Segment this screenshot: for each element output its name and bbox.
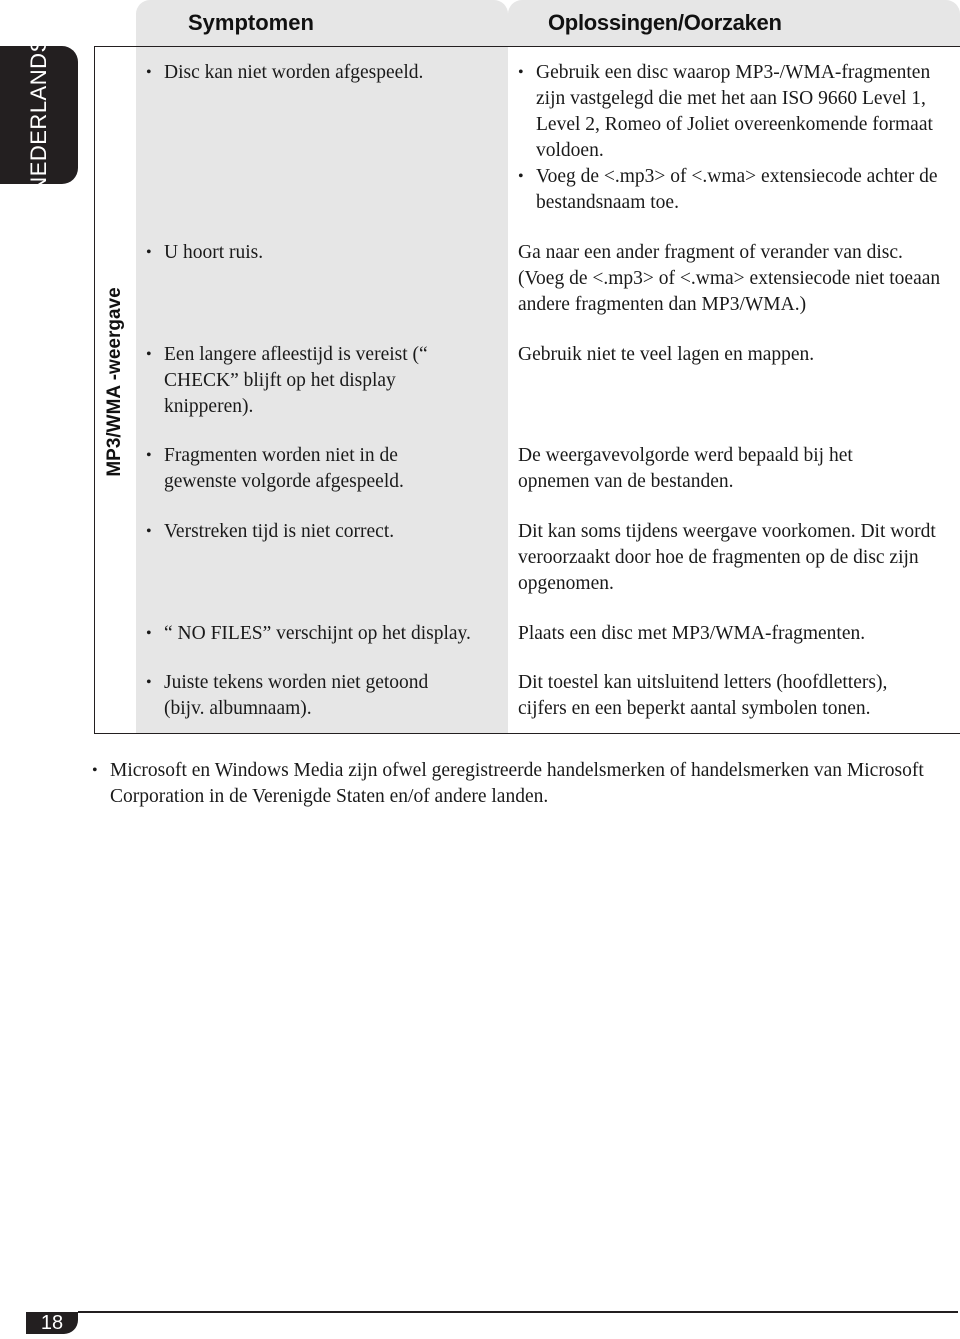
language-label: NEDERLANDS [26,37,51,193]
table-row-solution [518,670,938,722]
solutions-header: Oplossingen/Oorzaken [508,0,960,46]
table-row-symptom [146,60,502,86]
table-row-solution [518,60,952,216]
solution-text: • Voeg de <.mp3> of <.wma> extensiecode achter de bestandsnaam toe. [518,164,952,216]
table-row-solution [518,240,952,318]
table-row-symptom [146,519,502,545]
symptom-text: • Juiste tekens worden niet getoond (bijv. albumnaam). [146,670,456,722]
trademark-footnote: • Microsoft en Windows Media zijn ofwel geregistreerde handelsmerken of handelsmerken van Microsoft Corporation in de Verenigde Staten en/of andere landen. [92,758,950,810]
section-label-text: MP3/WMA -weergave [104,287,125,477]
solution-text: Dit toestel kan uitsluitend letters (hoofdletters), cijfers en een beperkt aantal symbolen tonen. [518,672,888,719]
table-row-solution [518,342,952,368]
table-row-symptom [146,621,502,647]
table-row-symptom [146,240,502,266]
table-row-solution [518,443,898,495]
table-row-symptom [146,443,446,495]
symptoms-header: Symptomen [136,0,508,46]
symptom-text: • U hoort ruis. [146,240,502,266]
symptom-text: • Een langere afleestijd is vereist (“ CHECK” blijft op het display knipperen). [146,342,446,420]
footer-rule [78,1311,958,1313]
solution-text: Gebruik niet te veel lagen en mappen. [518,344,815,365]
solution-text: Plaats een disc met MP3/WMA-fragmenten. [518,623,866,644]
page-number: 18 [26,1312,78,1334]
symptom-text: • Disc kan niet worden afgespeeld. [146,60,502,86]
language-tab [0,37,78,193]
section-label [94,231,136,734]
solution-text: Ga naar een ander fragment of verander van disc. (Voeg de <.mp3> of <.wma> extensiecode niet toeaan andere fragmenten dan MP3/WMA.) [518,242,941,315]
symptom-text: • Fragmenten worden niet in de gewenste volgorde afgespeeld. [146,443,446,495]
table-row-symptom [146,670,456,722]
symptom-text: • “ NO FILES” verschijnt op het display. [146,621,502,647]
table-row-symptom [146,342,446,420]
solution-text: De weergavevolgorde werd bepaald bij het opnemen van de bestanden. [518,445,853,492]
solution-text: Dit kan soms tijdens weergave voorkomen. Dit wordt veroorzaakt door hoe de fragmenten op de disc zijn opgenomen. [518,521,936,594]
table-row-solution [518,621,952,647]
solution-text: • Gebruik een disc waarop MP3-/WMA-fragmenten zijn vastgelegd die met het aan ISO 9660 Level 1, Level 2, Romeo of Joliet overeenkomende formaat voldoen. [518,60,952,164]
table-row-solution [518,519,952,597]
symptom-text: • Verstreken tijd is niet correct. [146,519,502,545]
